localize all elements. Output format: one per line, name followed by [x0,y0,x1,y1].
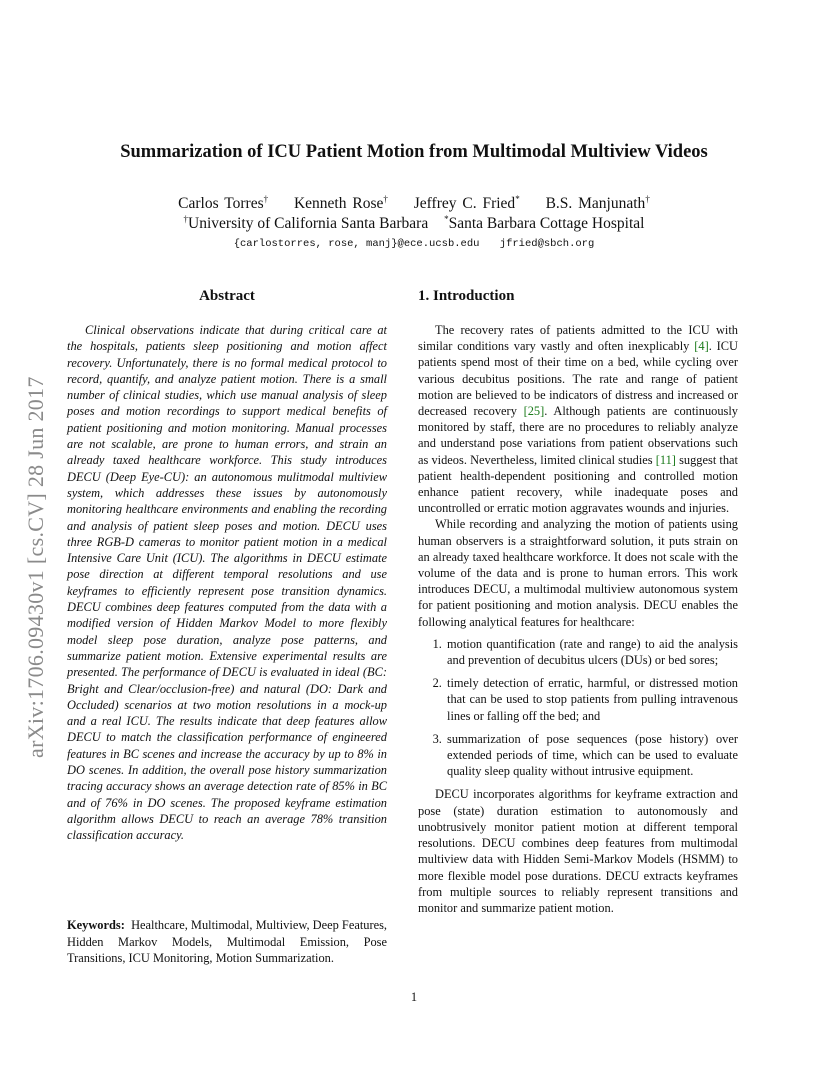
list-item: 1. motion quantification (rate and range) to aid the analysis and prevention of decubitus ulcers (DUs) or bed sores; [445,636,738,668]
intro-paragraph: DECU incorporates algorithms for keyframe extraction and pose (state) duration estimation to autonomously and unobtrusively monitor patient motion at different temporal resolutions. DECU combines deep features from multimodal multiview data with Hidden Semi-Markov Models (HSMM) to more flexible model pose durations. DECU extracts keyframes from multiple sources to reliably represent transitions and monitor and summarize patient motion. [418,787,738,915]
email-list [0,238,828,250]
author: B.S. Manjunath† [545,194,650,212]
affiliation: *Santa Barbara Cottage Hospital [444,214,645,232]
citation-link[interactable]: [11] [655,452,676,467]
author: Carlos Torres† [178,194,269,212]
email: jfried@sbch.org [499,238,595,250]
keywords-label: Keywords: [67,918,125,932]
section-heading-introduction: 1. Introduction [418,288,515,304]
email: {carlostorres, rose, manj}@ece.ucsb.edu [233,238,480,250]
citation-link[interactable]: [25] [523,404,545,419]
list-item: 2. timely detection of erratic, harmful, or distressed motion that can be used to stop patients from pulling intravenous lines or falling off the bed; and [445,675,738,724]
right-column [418,288,738,916]
author: Jeffrey C. Fried* [413,194,520,212]
intro-paragraph: While recording and analyzing the motion of patients using human observers is a straightforward solution, it puts strain on an already taxed healthcare workforce. It does not scale with the volume of the data and is prone to human errors. This work introduces DECU, a multimodal multiview autonomous system for patient positioning and motion analysis. DECU enables the following analytical features for healthcare: [418,517,738,629]
keywords [67,917,387,967]
paper-title: Summarization of ICU Patient Motion from Multimodal Multiview Videos [120,142,708,162]
list-item: 3. summarization of pose sequences (pose history) over extended periods of time, which can be used to evaluate quality sleep quality without intrusive equipment. [445,731,738,780]
author-list [0,195,828,213]
intro-paragraph: The recovery rates of patients admitted to the ICU with similar conditions vary vastly and often inexplicably [4]. ICU patients spend most of their time on a bed, while cycling over various decubitus positions. The rate and range of patient motion are believed to be indicators of distress and increased or decreased recovery [25]. Although patients are continuously monitored by staff, there are no procedures to reliably analyze and understand pose variations from patient observations such as videos. Nevertheless, limited clinical studies [11] suggest that patient health-dependent positioning and controlled motion enhance patient recovery, while inadequate poses and uncontrolled or erratic motion aggravates wounds and injuries. [418,323,738,516]
citation-link[interactable]: [4] [694,339,709,354]
feature-list [418,636,738,780]
page-number: 1 [410,990,418,1004]
affiliation: †University of California Santa Barbara [183,214,429,232]
arxiv-stamp: arXiv:1706.09430v1 [cs.CV] 28 Jun 2017 [23,376,48,758]
author: Kenneth Rose† [293,194,388,212]
keywords-text: Healthcare, Multimodal, Multiview, Deep Features, Hidden Markov Models, Multimodal Emission, Pose Transitions, ICU Monitoring, Motion Summarization. [67,918,387,965]
left-column [67,288,387,844]
abstract-heading: Abstract [199,288,255,304]
abstract-text: Clinical observations indicate that during critical care at the hospitals, patients sleep positioning and motion affect recovery. Unfortunately, there is no formal medical protocol to record, quantify, and analyze patient motion. There is a small number of clinical studies, which use manual analysis of sleep poses and motion recordings to support medical benefits of patient positioning and motion monitoring. Manual processes are not scalable, are prone to human errors, and strain an already taxed healthcare workforce. This study introduces DECU (Deep Eye-CU): an autonomous mulitmodal multiview system, which addresses these issues by autonomously monitoring healthcare environments and enabling the recording and analysis of patient sleep poses and motion. DECU uses three RGB-D cameras to monitor patient motion in a medical Intensive Care Unit (ICU). The algorithms in DECU estimate pose direction at different temporal resolutions and use keyframes to efficiently represent pose transition dynamics. DECU combines deep features computed from the data with a modified version of Hidden Markov Model to more flexibly model sleep pose duration, analyze pose patterns, and summarize patient motion. Extensive experimental results are presented. The performance of DECU is evaluated in ideal (BC: Bright and Clear/occlusion-free) and natural (DO: Dark and Occluded) scenarios at two motion resolutions in a mock-up and a real ICU. The results indicate that deep features allow DECU to match the classification performance of engineered features in BC scenes and increase the accuracy by up to 8% in DO scenes. In addition, the overall pose history summarization tracing accuracy shows an average detection rate of 85% in BC and of 76% in DO scenes. The proposed keyframe estimation algorithm allows DECU to reach an average 78% transition classification accuracy. [67,323,387,843]
affiliation-list [0,215,828,233]
